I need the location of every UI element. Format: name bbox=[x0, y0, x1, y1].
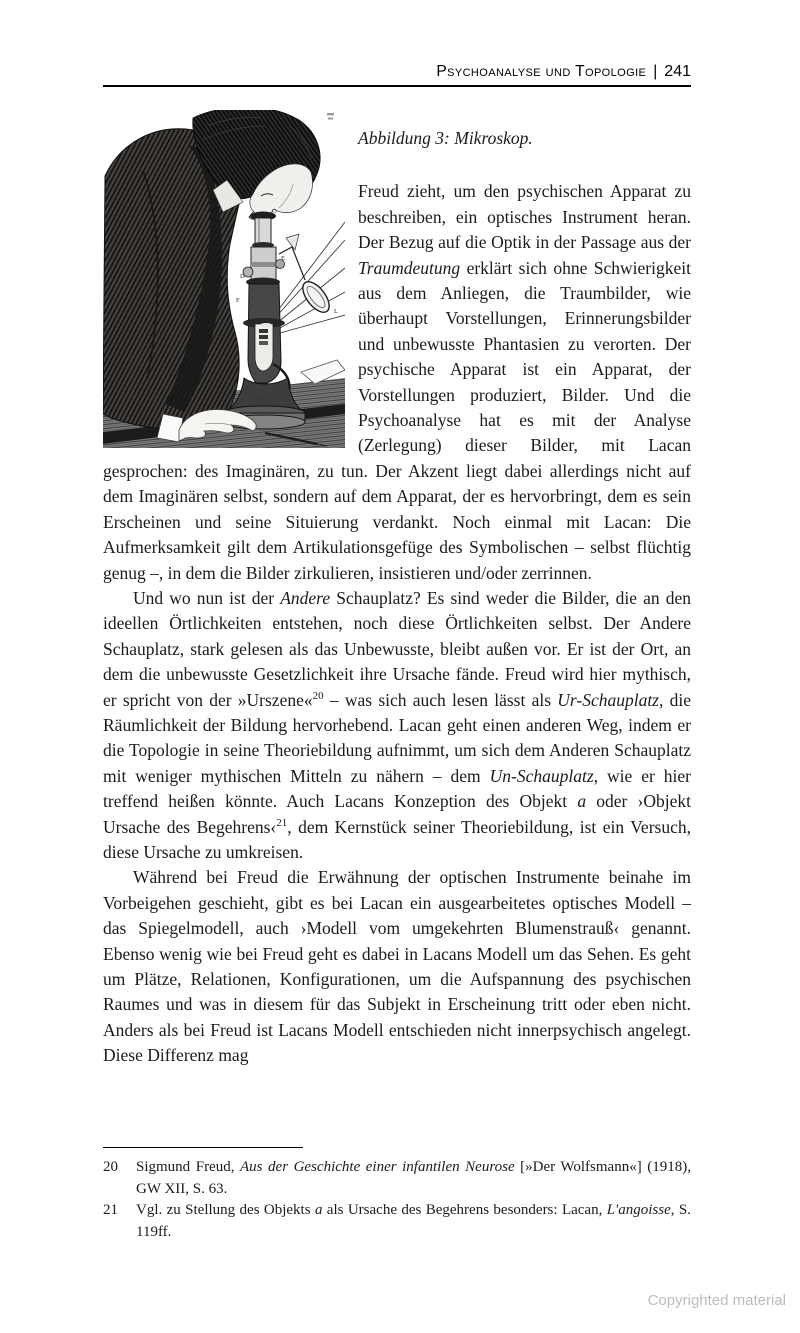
footnote-text: Sigmund Freud, Aus der Geschichte einer infantilen Neurose [»Der Wolfsmann«] (1918), GW XII, S. 63. bbox=[136, 1159, 691, 1197]
footnote-number: 21 bbox=[103, 1202, 118, 1218]
header-separator: | bbox=[653, 63, 658, 80]
svg-text:M: M bbox=[256, 395, 262, 402]
footnotes-section bbox=[103, 1147, 691, 1243]
footnote-ref: 21 bbox=[276, 816, 288, 829]
footnote bbox=[103, 1200, 691, 1243]
figure-microscope bbox=[103, 110, 345, 448]
page-number: 241 bbox=[664, 63, 691, 80]
paragraph: Während bei Freud die Erwähnung der optischen Instrumente beinahe im Vorbeigehen geschieht, gibt es bei Lacan ein ausgearbeitetes optisches Modell – das Spiegelmodell, auch ›Modell vom umgekehrten Blumenstrauß‹ genannt. Ebenso wenig wie bei Freud geht es dabei in Lacans Modell um das Sehen. Es geht um Plätze, Relationen, Konfigurationen, um die Aufspannung des psychischen Raumes und was in diesem für das Subjekt in Erscheinung tritt oder eben nicht. Anders als bei Freud ist Lacans Modell entschieden nicht innerpsychisch angelegt. Diese Differenz mag bbox=[103, 867, 691, 1066]
paragraph: Freud zieht, um den psychischen Apparat zu beschreiben, ein optisches Instrument heran. Der Bezug auf die Optik in der Passage aus der Traumdeutung erklärt sich ohne Schwierigkeit aus dem Anliegen, die Traumbilder, wie überhaupt Vorstellungen, Erinnerungsbilder und unbewusste Phantasien zu verorten. Der psychische Apparat ist ein Apparat, der Vorstellungen produziert, Bilder. Und die Psychoanalyse hat es mit der Analyse (Zerlegung) dieser Bilder, mit Lacan gesprochen: des Imaginären, zu tun. Der Akzent liegt dabei allerdings nicht auf dem Imaginären selbst, sondern auf dem Apparat, der es hervorbringt, dem es sein Erscheinen und seine Situierung verdankt. Noch einmal mit Lacan: Die Aufmerksamkeit gilt dem Artikulationsgefüge des Symbolischen – selbst flüchtig genug –, in dem die Bilder zirkulieren, insistieren und/oder zerrinnen. bbox=[103, 181, 691, 583]
footnote-list bbox=[103, 1157, 691, 1243]
page-body bbox=[103, 110, 691, 1069]
footnote-number: 20 bbox=[103, 1159, 118, 1175]
header-rule bbox=[103, 85, 691, 87]
figure-caption: Abbildung 3: Mikroskop. bbox=[358, 128, 533, 148]
footnote-ref: 20 bbox=[312, 689, 324, 702]
paragraph: Und wo nun ist der Andere Schauplatz? Es sind weder die Bilder, die an den ideellen Örtlichkeiten entstehen, noch diese Örtlichkeiten selbst. Der Andere Schauplatz, stark gelesen als das Unbewusste, bleibt außen vor. Er ist der Ort, an dem die unbewusste Gesetzlichkeit ihre Ursache fände. Freud wird hier mythisch, er spricht von der »Urszene«$^{20}$ – was sich auch lesen lässt als Ur-Schauplatz, die Räumlichkeit der Bildung hervorhebend. Lacan geht einen anderen Weg, indem er die Topologie in seine Theoriebildung aufnimmt, um sich dem Anderen Schauplatz mit weniger mythischen Mitteln zu nähern – dem Un-Schauplatz, wie er hier treffend heißen könnte. Auch Lacans Konzeption des Objekt a oder ›Objekt Ursache des Begehrens‹$^{21}$, dem Kernstück seiner Theoriebildung, ist ein Versuch, diese Ursache zu umkreisen. bbox=[103, 587, 691, 862]
svg-text:F: F bbox=[236, 297, 240, 304]
footnote-separator bbox=[103, 1147, 303, 1148]
copyright-watermark: Copyrighted material bbox=[647, 1292, 786, 1309]
footnote-text: Vgl. zu Stellung des Objekts a als Ursache des Begehrens besonders: Lacan, L'angoisse, S. 119ff. bbox=[136, 1202, 691, 1240]
svg-text:E: E bbox=[281, 255, 285, 262]
svg-text:D: D bbox=[240, 273, 245, 280]
chapter-title: Psychoanalyse und Topologie bbox=[436, 63, 647, 80]
svg-text:O: O bbox=[272, 208, 277, 215]
microscope-engraving-image bbox=[103, 110, 345, 448]
svg-text:L: L bbox=[334, 308, 338, 315]
running-head bbox=[103, 63, 691, 81]
footnote bbox=[103, 1157, 691, 1200]
